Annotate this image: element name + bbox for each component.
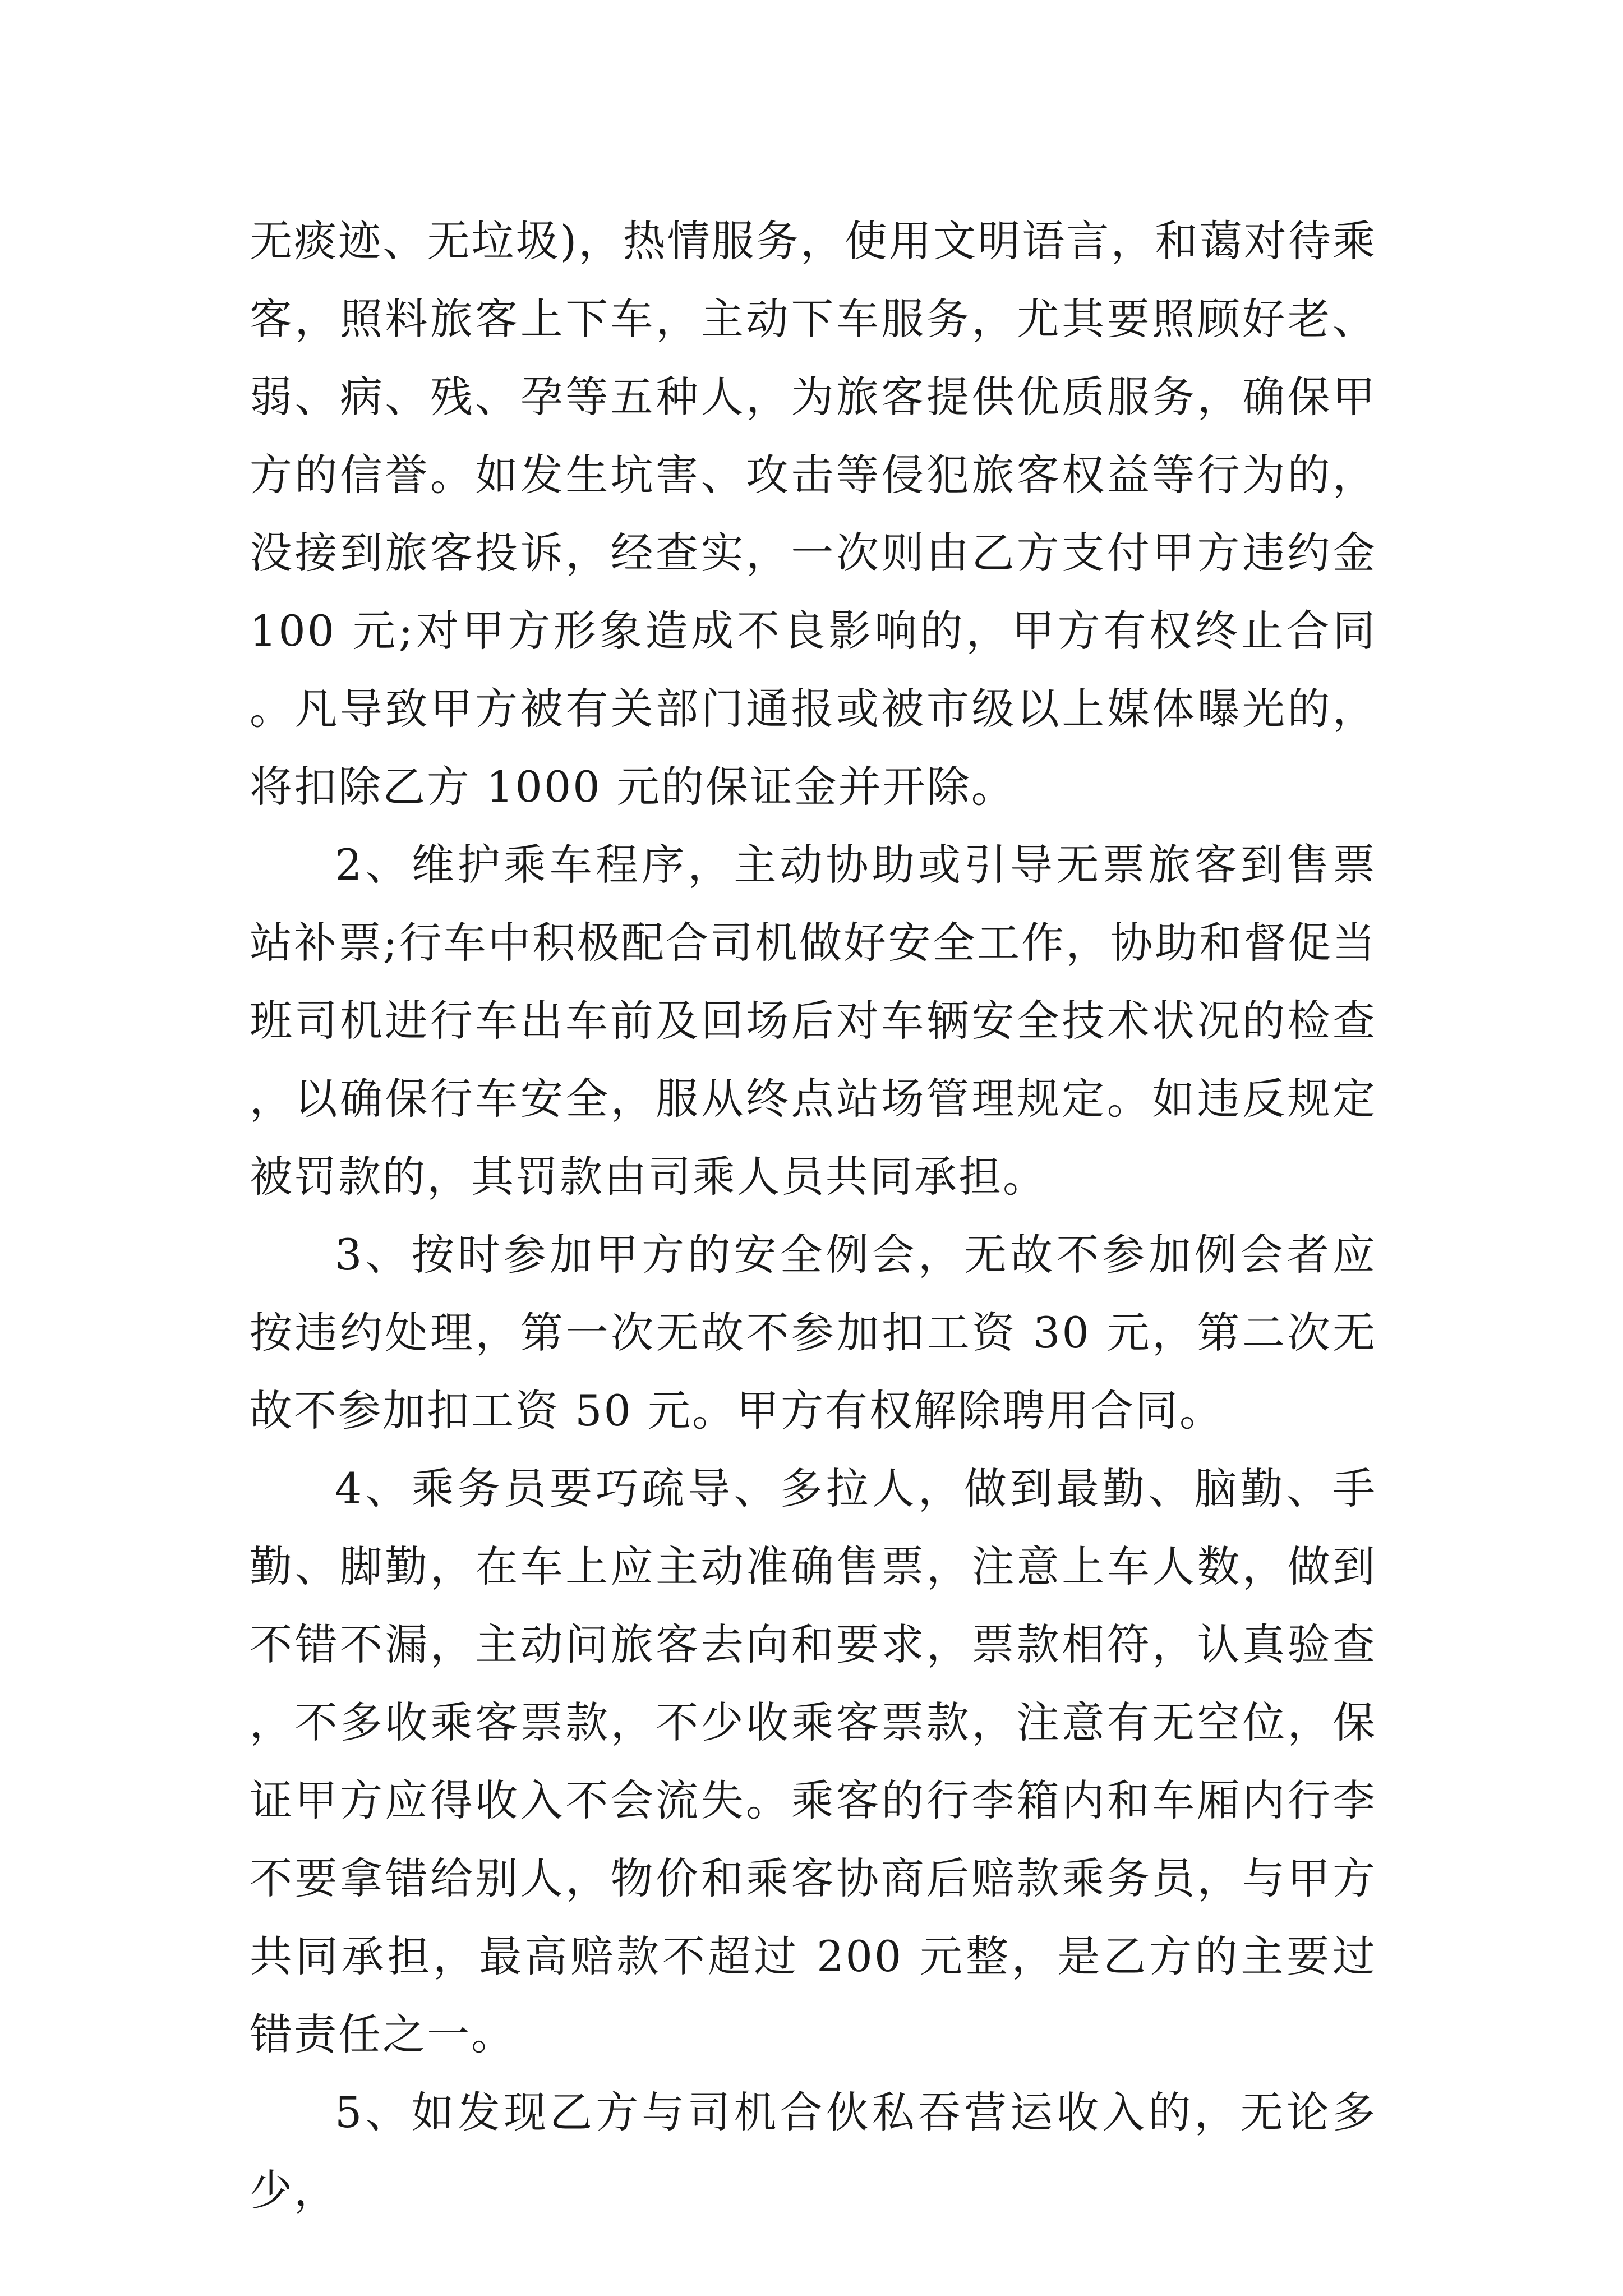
paragraph-continued: 无痰迹、无垃圾)，热情服务，使用文明语言，和蔼对待乘客，照料旅客上下车，主动下车服务，尤其要照顾好老、弱、病、残、孕等五种人，为旅客提供优质服务，确保甲方的信誉。如发生坑害、攻击等侵犯旅客权益等行为的，没接到旅客投诉，经查实，一次则由乙方支付甲方违约金 100 元;对甲方形象造成不良影响的，甲方有权终止合同。凡导致甲方被有关部门通报或被市级以上媒体曝光的，将扣除乙方 1000 元的保证金并开除。 [250,216,1377,812]
paragraph-clause-4: 4、乘务员要巧疏导、多拉人，做到最勤、脑勤、手勤、脚勤，在车上应主动准确售票，注意上车人数，做到不错不漏，主动问旅客去向和要求，票款相符，认真验查，不多收乘客票款，不少收乘客票款，注意有无空位，保证甲方应得收入不会流失。乘客的行李箱内和车厢内行李不要拿错给别人，物价和乘客协商后赔款乘务员，与甲方共同承担，最高赔款不超过 200 元整，是乙方的主要过错责任之一。 [250,1464,1377,2059]
paragraph-clause-5: 5、如发现乙方与司机合伙私吞营运收入的，无论多少， [250,2087,1377,2215]
document-body [250,202,1377,2229]
paragraph-clause-2: 2、维护乘车程序，主动协助或引导无票旅客到售票站补票;行车中积极配合司机做好安全工作，协助和督促当班司机进行车出车前及回场后对车辆安全技术状况的检查，以确保行车安全，服从终点站场管理规定。如违反规定被罚款的，其罚款由司乘人员共同承担。 [250,840,1377,1202]
paragraph-clause-3: 3、按时参加甲方的安全例会，无故不参加例会者应按违约处理，第一次无故不参加扣工资 30 元，第二次无故不参加扣工资 50 元。甲方有权解除聘用合同。 [250,1230,1377,1435]
